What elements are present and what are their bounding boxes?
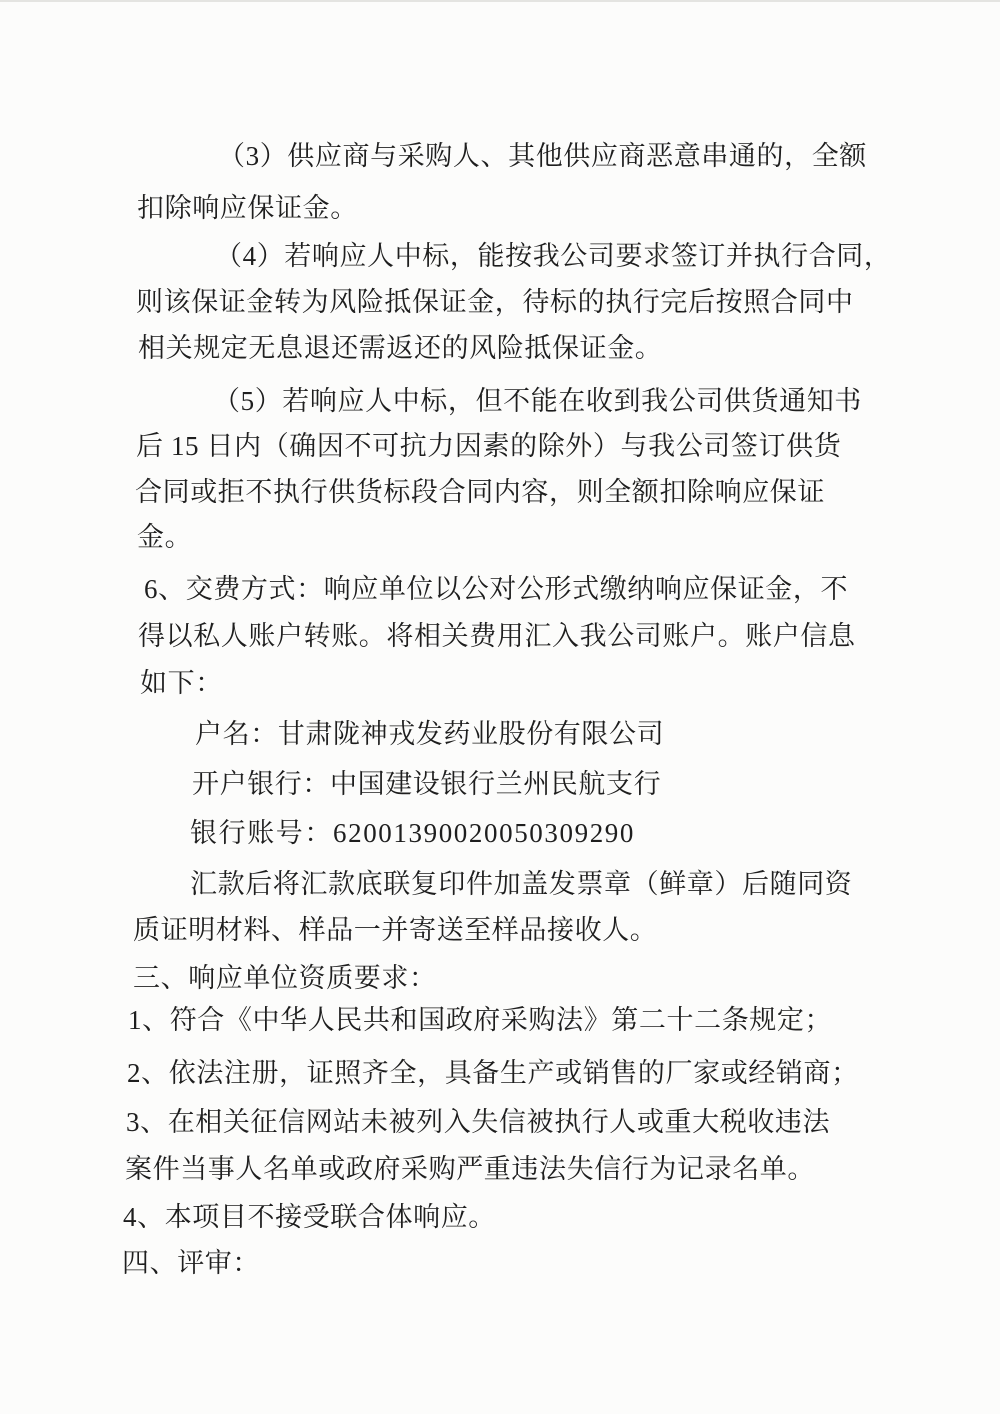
clause-3-line-2: 扣除响应保证金。 [137, 193, 358, 223]
qualification-item-4: 4、本项目不接受联合体响应。 [123, 1202, 496, 1232]
bank-account-number-line: 银行账号：62001390020050309290 [190, 818, 635, 848]
section-3-heading: 三、响应单位资质要求： [133, 963, 437, 993]
clause-5-line-4: 金。 [137, 522, 193, 552]
bank-name-line: 开户银行：中国建设银行兰州民航支行 [192, 769, 662, 799]
item-6-payment-line-2: 得以私人账户转账。将相关费用汇入我公司账户。账户信息 [138, 621, 856, 651]
scan-top-edge [0, 0, 1000, 2]
qualification-item-1: 1、符合《中华人民共和国政府采购法》第二十二条规定； [128, 1005, 833, 1035]
clause-4-line-2: 则该保证金转为风险抵保证金，待标的执行完后按照合同中 [136, 287, 854, 317]
clause-5-line-2: 后 15 日内（确因不可抗力因素的除外）与我公司签订供货 [136, 431, 842, 461]
remittance-note-line-1: 汇款后将汇款底联复印件加盖发票章（鲜章）后随同资 [190, 869, 853, 899]
clause-5-line-1: （5）若响应人中标，但不能在收到我公司供货通知书 [213, 386, 862, 416]
clause-4-line-3: 相关规定无息退还需返还的风险抵保证金。 [138, 333, 663, 363]
remittance-note-line-2: 质证明材料、样品一并寄送至样品接收人。 [133, 915, 658, 945]
qualification-item-3-line-2: 案件当事人名单或政府采购严重违法失信行为记录名单。 [125, 1154, 815, 1184]
clause-4-line-1: （4）若响应人中标，能按我公司要求签订并执行合同， [215, 241, 892, 271]
account-name-line: 户名：甘肃陇神戎发药业股份有限公司 [195, 719, 665, 749]
qualification-item-2: 2、依法注册，证照齐全，具备生产或销售的厂家或经销商； [127, 1058, 859, 1088]
item-6-payment-line-3: 如下： [140, 668, 223, 698]
item-6-payment-line-1: 6、交费方式：响应单位以公对公形式缴纳响应保证金，不 [144, 574, 849, 604]
clause-3-line-1: （3）供应商与采购人、其他供应商恶意串通的，全额 [218, 141, 867, 171]
qualification-item-3-line-1: 3、在相关征信网站未被列入失信被执行人或重大税收违法 [126, 1107, 831, 1137]
clause-5-line-3: 合同或拒不执行供货标段合同内容，则全额扣除响应保证 [135, 477, 825, 507]
section-4-heading: 四、评审： [122, 1248, 260, 1278]
